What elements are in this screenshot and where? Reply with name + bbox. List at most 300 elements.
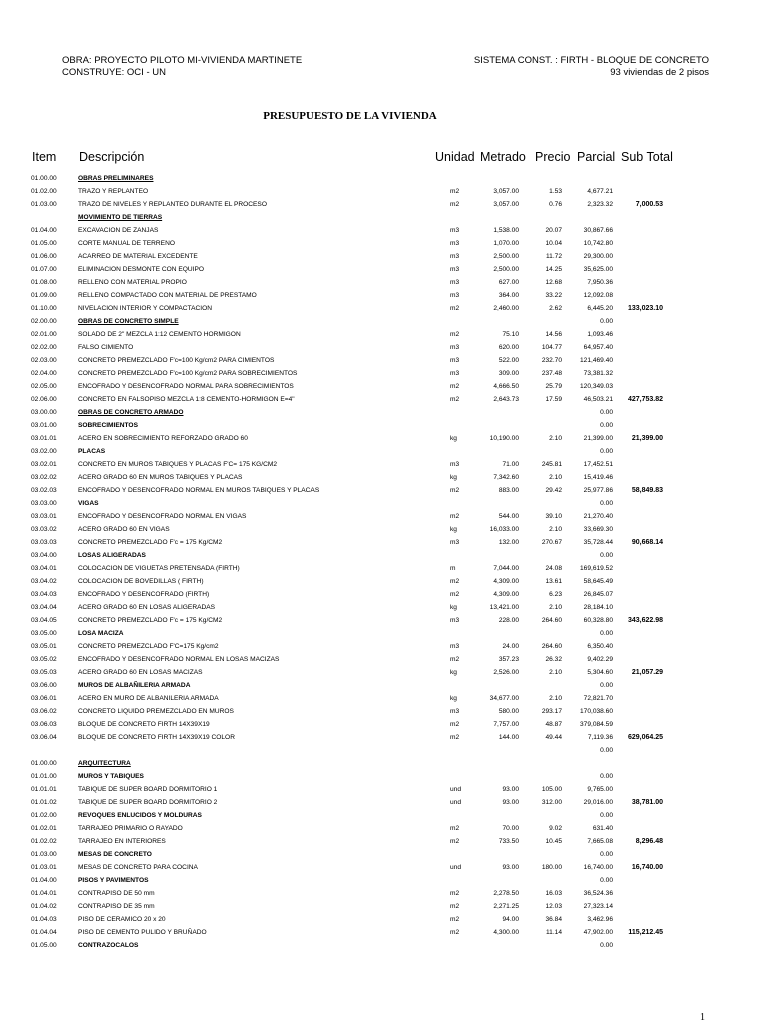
row-unit: und [450,864,462,871]
row-precio: 12.03 [545,903,562,910]
table-row [0,315,768,328]
row-item-code: 03.05.02 [31,656,57,663]
row-parcial: 0.00 [600,682,613,689]
row-parcial: 25,977.86 [583,487,613,494]
row-parcial: 0.00 [600,448,613,455]
row-item-code: 01.04.03 [31,916,57,923]
table-header [0,150,768,166]
row-precio: 24.08 [545,565,562,572]
table-row [0,328,768,341]
row-description: PISO DE CERAMICO 20 x 20 [78,916,166,923]
table-row [0,276,768,289]
row-unit: m3 [450,253,460,260]
row-item-code: 03.04.05 [31,617,57,624]
row-unit: m2 [450,591,460,598]
row-description: MUROS DE ALBAÑILERIA ARMADA [78,682,191,689]
row-subtotal: 133,023.10 [627,305,663,312]
row-item-code: 03.06.00 [31,682,57,689]
table-row [0,380,768,393]
row-parcial: 28,184.10 [583,604,613,611]
row-description: ACERO GRADO 60 EN LOSAS ALIGERADAS [78,604,216,611]
row-parcial: 0.00 [600,877,613,884]
table-row [0,224,768,237]
row-unit: m3 [450,461,460,468]
row-unit: m3 [450,227,460,234]
row-item-code: 02.03.00 [31,357,57,364]
row-description: TARRAJEO PRIMARIO O RAYADO [78,825,183,832]
table-row [0,640,768,653]
row-parcial: 12,092.08 [583,292,613,299]
row-metrado: 627.00 [498,279,519,286]
row-item-code: 03.04.01 [31,565,57,572]
row-parcial: 33,669.30 [583,526,613,533]
row-item-code: 01.07.00 [31,266,57,273]
row-metrado: 228.00 [498,617,519,624]
table-row [0,250,768,263]
row-metrado: 2,500.00 [493,266,519,273]
row-unit: m2 [450,656,460,663]
row-metrado: 2,271.25 [493,903,519,910]
row-item-code: 01.03.01 [31,864,57,871]
table-row [0,757,768,770]
row-item-code: 01.02.00 [31,188,57,195]
construye-label: CONSTRUYE: OCI - UN [62,67,166,78]
row-unit: m3 [450,539,460,546]
row-metrado: 3,057.00 [493,201,519,208]
row-unit: m2 [450,916,460,923]
table-row [0,302,768,315]
row-metrado: 4,309.00 [493,591,519,598]
row-metrado: 1,538.00 [493,227,519,234]
table-row [0,692,768,705]
table-row [0,835,768,848]
row-description: ACERO EN SOBRECIMIENTO REFORZADO GRADO 60 [78,435,248,442]
row-precio: 264.60 [541,617,562,624]
row-item-code: 01.01.00 [31,773,57,780]
table-row [0,601,768,614]
row-description: CONCRETO EN FALSOPISO MEZCLA 1:8 CEMENTO-HORMIGON E=4" [78,396,295,403]
row-parcial: 27,323.14 [583,903,613,910]
row-item-code: 01.04.00 [31,227,57,234]
row-unit: kg [450,435,457,442]
col-header-metrado: Metrado [480,150,526,164]
row-precio: 13.61 [545,578,562,585]
row-description: LOSA MACIZA [78,630,124,637]
row-subtotal: 8,296.48 [635,838,663,845]
row-metrado: 3,057.00 [493,188,519,195]
row-parcial: 60,328.80 [583,617,613,624]
row-item-code: 02.02.00 [31,344,57,351]
sistema-label: SISTEMA CONST. : FIRTH - BLOQUE DE CONCRETO [473,55,709,66]
row-parcial: 3,462.96 [587,916,613,923]
row-metrado: 93.00 [502,786,519,793]
row-parcial: 6,445.20 [587,305,613,312]
row-parcial: 5,304.60 [587,669,613,676]
row-parcial: 0.00 [600,409,613,416]
row-parcial: 35,728.44 [583,539,613,546]
row-item-code: 02.00.00 [31,318,57,325]
row-unit: kg [450,695,457,702]
row-item-code: 03.02.01 [31,461,57,468]
table-row [0,354,768,367]
row-precio: 10.04 [545,240,562,247]
row-parcial: 0.00 [600,318,613,325]
row-precio: 26.32 [545,656,562,663]
row-description: OBRAS DE CONCRETO SIMPLE [78,318,179,325]
row-description: ENCOFRADO Y DESENCOFRADO NORMAL EN LOSAS MACIZAS [78,656,280,663]
row-metrado: 544.00 [498,513,519,520]
row-precio: 270.67 [541,539,562,546]
row-metrado: 34,677.00 [489,695,519,702]
row-item-code: 01.00.00 [31,760,57,767]
col-header-descripcion: Descripción [79,150,145,164]
table-row [0,341,768,354]
row-parcial: 9,402.29 [587,656,613,663]
row-precio: 312.00 [541,799,562,806]
row-parcial: 16,740.00 [583,864,613,871]
row-description: CONCRETO PREMEZCLADO F'C=175 Kg/cm2 [78,643,219,650]
row-item-code: 03.06.02 [31,708,57,715]
col-header-parcial: Parcial [577,150,616,164]
table-row [0,900,768,913]
row-metrado: 522.00 [498,357,519,364]
row-item-code: 03.04.00 [31,552,57,559]
row-parcial: 379,084.59 [579,721,613,728]
row-parcial: 0.00 [600,942,613,949]
table-row [0,744,768,757]
row-parcial: 64,957.40 [583,344,613,351]
row-precio: 237.48 [541,370,562,377]
row-parcial: 73,381.32 [583,370,613,377]
row-unit: m [450,565,456,572]
row-unit: m3 [450,292,460,299]
row-subtotal: 16,740.00 [631,864,663,871]
row-unit: m3 [450,357,460,364]
row-metrado: 309.00 [498,370,519,377]
table-row [0,874,768,887]
row-precio: 180.00 [541,864,562,871]
row-parcial: 30,867.66 [583,227,613,234]
row-item-code: 01.10.00 [31,305,57,312]
row-parcial: 15,419.46 [583,474,613,481]
row-parcial: 120,349.03 [579,383,613,390]
row-description: ACERO GRADO 60 EN LOSAS MACIZAS [78,669,203,676]
row-unit: m2 [450,838,460,845]
row-description: COLOCACION DE BOVEDILLAS ( FIRTH) [78,578,204,585]
table-row [0,497,768,510]
col-header-item: Item [32,150,57,164]
row-metrado: 7,757.00 [493,721,519,728]
row-description: MUROS Y TABIQUES [78,773,144,780]
row-metrado: 733.50 [498,838,519,845]
row-description: ENCOFRADO Y DESENCOFRADO NORMAL EN MUROS TABIQUES Y PLACAS [78,487,320,494]
row-parcial: 36,524.36 [583,890,613,897]
row-metrado: 71.00 [502,461,519,468]
row-description: MESAS DE CONCRETO [78,851,152,858]
row-item-code: 03.06.01 [31,695,57,702]
row-precio: 25.79 [545,383,562,390]
row-description: TRAZO DE NIVELES Y REPLANTEO DURANTE EL PROCESO [78,201,267,208]
row-subtotal: 427,753.82 [627,396,663,403]
table-row [0,549,768,562]
row-metrado: 1,070.00 [493,240,519,247]
row-precio: 48.87 [545,721,562,728]
table-row [0,523,768,536]
row-description: PISO DE CEMENTO PULIDO Y BRUÑADO [78,929,207,936]
row-metrado: 364.00 [498,292,519,299]
row-unit: m2 [450,734,460,741]
page-number: 1 [700,1012,705,1023]
row-item-code: 03.02.00 [31,448,57,455]
row-parcial: 7,119.36 [587,734,613,741]
row-description: CONTRAPISO DE 35 mm [78,903,155,910]
row-metrado: 94.00 [502,916,519,923]
header-left [62,55,302,79]
table-row [0,718,768,731]
row-parcial: 72,821.70 [583,695,613,702]
table-row [0,796,768,809]
row-description: ACERO EN MURO DE ALBANILERIA ARMADA [78,695,219,702]
table-row [0,861,768,874]
row-item-code: 01.09.00 [31,292,57,299]
row-unit: m3 [450,708,460,715]
row-parcial: 0.00 [600,851,613,858]
row-subtotal: 38,781.00 [631,799,663,806]
row-parcial: 631.40 [592,825,613,832]
row-description: EXCAVACION DE ZANJAS [78,227,159,234]
row-description: BLOQUE DE CONCRETO FIRTH 14X39X19 [78,721,210,728]
row-description: CONCRETO PREMEZCLADO F'c=100 Kg/cm2 PARA CIMIENTOS [78,357,275,364]
table-row [0,731,768,744]
row-description: CONCRETO LIQUIDO PREMEZCLADO EN MUROS [78,708,234,715]
row-precio: 6.23 [549,591,562,598]
row-unit: kg [450,526,457,533]
row-description: CONCRETO EN MUROS TABIQUES Y PLACAS F'C= 175 KG/CM2 [78,461,278,468]
row-parcial: 0.00 [600,773,613,780]
row-description: OBRAS DE CONCRETO ARMADO [78,409,184,416]
row-precio: 17.59 [545,396,562,403]
row-description: MOVIMIENTO DE TIERRAS [78,214,163,221]
row-description: NIVELACION INTERIOR Y COMPACTACION [78,305,212,312]
row-item-code: 03.02.02 [31,474,57,481]
table-row [0,198,768,211]
row-item-code: 01.08.00 [31,279,57,286]
row-description: TARRAJEO EN INTERIORES [78,838,166,845]
row-description: PISOS Y PAVIMENTOS [78,877,149,884]
row-precio: 2.10 [549,669,562,676]
row-description: CONCRETO PREMEZCLADO F'c = 175 Kg/CM2 [78,539,223,546]
row-item-code: 03.01.01 [31,435,57,442]
row-description: ENCOFRADO Y DESENCOFRADO NORMAL EN VIGAS [78,513,247,520]
row-item-code: 03.03.02 [31,526,57,533]
row-unit: m2 [450,513,460,520]
row-parcial: 0.00 [600,747,613,754]
row-metrado: 132.00 [498,539,519,546]
row-description: CONTRAPISO DE 50 mm [78,890,155,897]
row-precio: 39.10 [545,513,562,520]
row-metrado: 7,044.00 [493,565,519,572]
row-precio: 14.25 [545,266,562,273]
row-metrado: 10,190.00 [489,435,519,442]
row-metrado: 16,033.00 [489,526,519,533]
row-precio: 29.42 [545,487,562,494]
row-description: ELIMINACION DESMONTE CON EQUIPO [78,266,205,273]
row-precio: 12.68 [545,279,562,286]
row-unit: m3 [450,643,460,650]
row-item-code: 03.05.03 [31,669,57,676]
row-parcial: 29,300.00 [583,253,613,260]
row-description: ENCOFRADO Y DESENCOFRADO NORMAL PARA SOBRECIMIENTOS [78,383,294,390]
row-item-code: 01.01.02 [31,799,57,806]
row-item-code: 03.04.03 [31,591,57,598]
row-parcial: 7,665.08 [587,838,613,845]
row-description: FALSO CIMIENTO [78,344,134,351]
row-unit: m2 [450,487,460,494]
row-metrado: 4,309.00 [493,578,519,585]
viviendas-label: 93 viviendas de 2 pisos [610,67,709,78]
row-subtotal: 7,000.53 [635,201,663,208]
row-precio: 20.07 [545,227,562,234]
row-precio: 245.81 [541,461,562,468]
row-item-code: 01.03.00 [31,201,57,208]
row-metrado: 70.00 [502,825,519,832]
row-precio: 2.10 [549,604,562,611]
row-unit: m3 [450,240,460,247]
row-description: MESAS DE CONCRETO PARA COCINA [78,864,198,871]
document-title: PRESUPUESTO DE LA VIVIENDA [263,110,437,122]
row-metrado: 93.00 [502,864,519,871]
row-precio: 232.70 [541,357,562,364]
row-item-code: 01.02.00 [31,812,57,819]
table-row [0,770,768,783]
row-precio: 14.56 [545,331,562,338]
row-parcial: 2,323.32 [587,201,613,208]
row-precio: 11.72 [545,253,562,260]
row-metrado: 93.00 [502,799,519,806]
table-row [0,458,768,471]
row-description: RELLENO COMPACTADO CON MATERIAL DE PRESTAMO [78,292,257,299]
row-item-code: 03.06.04 [31,734,57,741]
row-parcial: 29,016.00 [583,799,613,806]
row-parcial: 58,645.49 [583,578,613,585]
row-item-code: 01.01.01 [31,786,57,793]
row-item-code: 01.03.00 [31,851,57,858]
row-parcial: 4,677.21 [587,188,613,195]
row-item-code: 03.04.04 [31,604,57,611]
row-description: ENCOFRADO Y DESENCOFRADO (FIRTH) [78,591,210,598]
row-precio: 9.02 [549,825,562,832]
row-parcial: 6,350.40 [587,643,613,650]
row-description: CONCRETO PREMEZCLADO F'c = 175 Kg/CM2 [78,617,223,624]
row-parcial: 10,742.80 [583,240,613,247]
col-header-precio: Precio [535,150,571,164]
row-parcial: 9,765.00 [587,786,613,793]
row-parcial: 21,270.40 [583,513,613,520]
table-row [0,588,768,601]
table-row [0,237,768,250]
table-row [0,562,768,575]
table-row [0,679,768,692]
row-subtotal: 115,212.45 [628,929,663,936]
row-description: CONTRAZOCALOS [78,942,139,949]
row-unit: m2 [450,188,460,195]
row-parcial: 17,452.51 [583,461,613,468]
row-unit: m2 [450,825,460,832]
row-precio: 49.44 [545,734,562,741]
table-row [0,809,768,822]
row-unit: kg [450,604,457,611]
row-unit: m3 [450,266,460,273]
col-header-subtotal: Sub Total [621,150,673,164]
row-metrado: 4,666.50 [493,383,519,390]
row-precio: 2.10 [549,526,562,533]
row-precio: 264.60 [541,643,562,650]
row-parcial: 0.00 [600,422,613,429]
row-unit: m2 [450,305,460,312]
row-parcial: 7,950.36 [587,279,613,286]
row-description: TABIQUE DE SUPER BOARD DORMITORIO 2 [78,799,218,806]
row-unit: m3 [450,344,460,351]
table-row [0,172,768,185]
table-row [0,614,768,627]
row-precio: 16.03 [545,890,562,897]
row-item-code: 03.04.02 [31,578,57,585]
table-row [0,393,768,406]
row-precio: 2.10 [549,695,562,702]
row-item-code: 01.00.00 [31,175,57,182]
row-description: REVOQUES ENLUCIDOS Y MOLDURAS [78,812,202,819]
row-unit: und [450,786,462,793]
row-description: COLOCACION DE VIGUETAS PRETENSADA (FIRTH) [78,565,240,572]
row-unit: m3 [450,617,460,624]
table-row [0,822,768,835]
row-description: RELLENO CON MATERIAL PROPIO [78,279,187,286]
row-precio: 104.77 [541,344,562,351]
row-description: SOBRECIMIENTOS [78,422,138,429]
row-metrado: 4,300.00 [493,929,519,936]
row-parcial: 170,038.60 [579,708,613,715]
row-unit: m2 [450,721,460,728]
table-row [0,575,768,588]
row-unit: m2 [450,929,460,936]
row-description: OBRAS PRELIMINARES [78,175,154,182]
row-description: ACERO GRADO 60 EN VIGAS [78,526,170,533]
table-row [0,263,768,276]
row-unit: m2 [450,201,460,208]
row-item-code: 03.03.01 [31,513,57,520]
row-metrado: 620.00 [498,344,519,351]
row-description: BLOQUE DE CONCRETO FIRTH 14X39X19 COLOR [78,734,235,741]
table-row [0,445,768,458]
table-row [0,783,768,796]
table-row [0,536,768,549]
row-metrado: 2,500.00 [493,253,519,260]
row-description: CORTE MANUAL DE TERRENO [78,240,175,247]
table-row [0,510,768,523]
row-precio: 10.45 [545,838,562,845]
row-subtotal: 21,399.00 [631,435,663,442]
row-parcial: 0.00 [600,812,613,819]
row-item-code: 03.03.00 [31,500,57,507]
row-parcial: 46,503.21 [583,396,613,403]
row-precio: 0.76 [549,201,562,208]
row-precio: 2.62 [549,305,562,312]
row-subtotal: 90,668.14 [631,539,663,546]
row-precio: 11.14 [545,929,562,936]
row-item-code: 01.06.00 [31,253,57,260]
row-unit: m2 [450,578,460,585]
table-row [0,367,768,380]
